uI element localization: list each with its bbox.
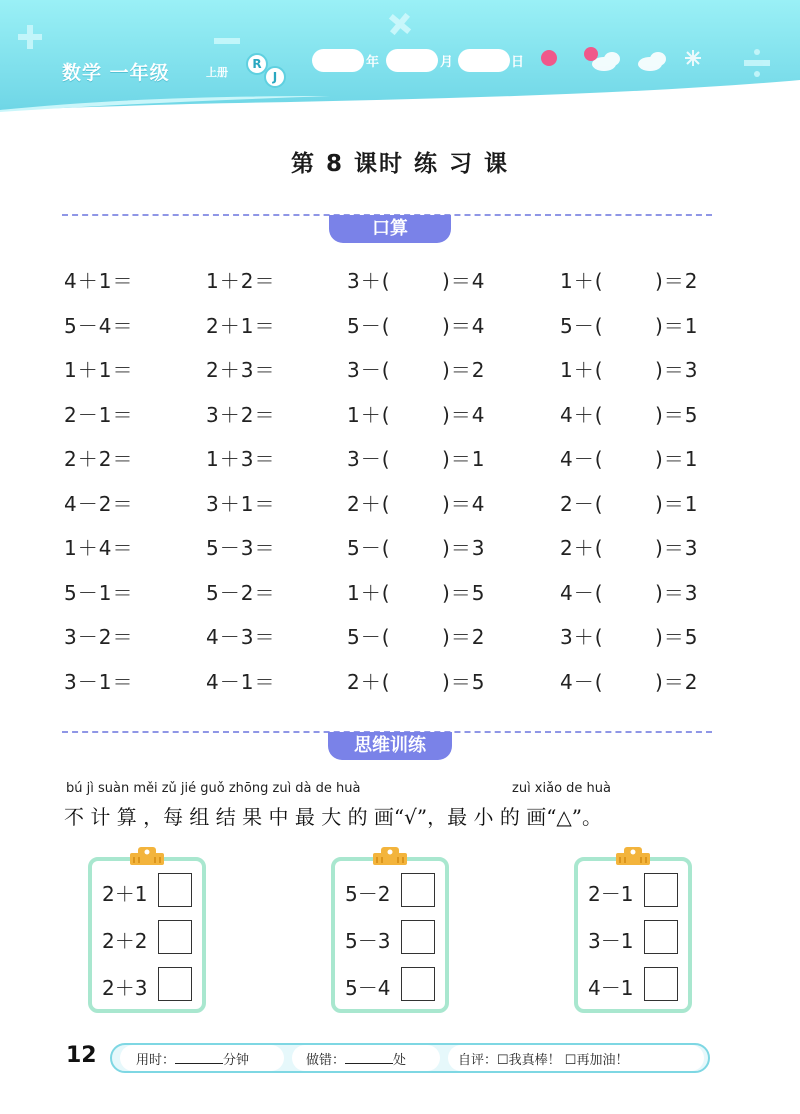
calc-problem-left: 5－(	[347, 314, 391, 338]
calc-problem-right: )＝4	[442, 492, 486, 516]
lesson-title: 第 8 课时 练 习 课	[290, 151, 510, 177]
self-eval[interactable]: 自评：☐我真棒！ ☐再加油！	[458, 1053, 629, 1068]
instruction-text: 不 计 算 ，每 组 结 果 中 最 大 的 画“√”，最 小 的 画“△”。	[64, 805, 603, 829]
calc-problem-right: )＝4	[442, 269, 486, 293]
calc-problem-right: )＝2	[655, 670, 699, 694]
errors-label: 做错：	[306, 1053, 346, 1068]
comparison-expression: 3－1	[588, 929, 634, 953]
clipboard-clip-icon	[614, 845, 652, 867]
answer-blank[interactable]	[393, 445, 438, 469]
calc-problem-left: 5－(	[347, 625, 391, 649]
calc-problem-left: 3－(	[347, 447, 391, 471]
year-label: 年	[366, 55, 380, 70]
calc-problem-right: )＝1	[655, 314, 699, 338]
answer-blank[interactable]	[393, 401, 438, 425]
comparison-expression: 2＋3	[102, 976, 148, 1000]
pinyin-line: bú jì suàn měi zǔ jié guǒ zhōng zuì dà de huà	[66, 781, 361, 796]
calc-problem-left: 5－(	[347, 536, 391, 560]
answer-blank[interactable]	[393, 312, 438, 336]
comparison-expression: 4－1	[588, 976, 634, 1000]
sunny-weather-icon[interactable]	[541, 50, 557, 66]
oral-calc-tab: 口算	[329, 215, 451, 243]
calc-problem-left: 5－(	[560, 314, 604, 338]
calc-problem-left: 3＋(	[347, 269, 391, 293]
calc-problem-left: 1＋(	[560, 269, 604, 293]
calc-problem: 5－3＝	[206, 536, 276, 560]
answer-blank[interactable]	[393, 668, 438, 692]
calc-problem: 4－1＝	[206, 670, 276, 694]
comparison-expression: 2＋2	[102, 929, 148, 953]
calc-problem-right: )＝2	[442, 625, 486, 649]
calc-problem-left: 4＋(	[560, 403, 604, 427]
answer-blank[interactable]	[606, 490, 651, 514]
pinyin-line-2: zuì xiǎo de huà	[512, 781, 611, 796]
mark-box[interactable]	[401, 967, 435, 1001]
calc-problem-right: )＝1	[442, 447, 486, 471]
mark-box[interactable]	[158, 967, 192, 1001]
calc-problem: 1＋4＝	[64, 536, 134, 560]
answer-blank[interactable]	[606, 534, 651, 558]
calc-problem: 1＋1＝	[64, 358, 134, 382]
calc-problem-left: 4－(	[560, 581, 604, 605]
errors-row	[306, 1049, 406, 1068]
calc-problem: 4＋1＝	[64, 269, 134, 293]
calc-problem-left: 2＋(	[347, 492, 391, 516]
answer-blank[interactable]	[393, 579, 438, 603]
calc-problem-left: 1＋(	[347, 581, 391, 605]
calc-problem-left: 3＋(	[560, 625, 604, 649]
calc-problem: 2＋2＝	[64, 447, 134, 471]
mark-box[interactable]	[644, 873, 678, 907]
mark-box[interactable]	[644, 920, 678, 954]
rainy-weather-icon[interactable]	[637, 50, 653, 66]
year-field[interactable]	[312, 49, 364, 72]
answer-blank[interactable]	[393, 490, 438, 514]
calc-problem: 2－1＝	[64, 403, 134, 427]
mark-box[interactable]	[158, 873, 192, 907]
answer-blank[interactable]	[393, 356, 438, 380]
calc-problem-left: 4－(	[560, 447, 604, 471]
answer-blank[interactable]	[393, 534, 438, 558]
calc-problem: 2＋3＝	[206, 358, 276, 382]
snowy-weather-icon[interactable]	[685, 50, 701, 66]
time-row	[136, 1049, 249, 1068]
mark-box[interactable]	[401, 920, 435, 954]
answer-blank[interactable]	[606, 668, 651, 692]
calc-problem: 3－2＝	[64, 625, 134, 649]
badge-r: R	[246, 53, 268, 75]
day-field[interactable]	[458, 49, 510, 72]
calc-problem: 1＋2＝	[206, 269, 276, 293]
calc-problem-right: )＝5	[442, 581, 486, 605]
calc-problem-right: )＝5	[655, 403, 699, 427]
calc-problem: 3＋2＝	[206, 403, 276, 427]
calc-problem-right: )＝4	[442, 403, 486, 427]
calc-problem-left: 1＋(	[560, 358, 604, 382]
comparison-expression: 2－1	[588, 882, 634, 906]
answer-blank[interactable]	[606, 312, 651, 336]
cloudy-weather-icon[interactable]	[584, 47, 598, 61]
comparison-expression: 5－3	[345, 929, 391, 953]
comparison-expression: 5－2	[345, 882, 391, 906]
calc-problem-left: 1＋(	[347, 403, 391, 427]
answer-blank[interactable]	[606, 267, 651, 291]
comparison-expression: 2＋1	[102, 882, 148, 906]
time-unit: 分钟	[223, 1053, 250, 1068]
calc-problem: 4－3＝	[206, 625, 276, 649]
header-band	[0, 0, 800, 112]
calc-problem: 3－1＝	[64, 670, 134, 694]
clipboard-clip-icon	[371, 845, 409, 867]
day-label: 日	[511, 55, 525, 70]
mark-box[interactable]	[158, 920, 192, 954]
calc-problem-right: )＝3	[655, 581, 699, 605]
calc-problem-right: )＝3	[655, 358, 699, 382]
time-blank[interactable]	[175, 1052, 223, 1064]
mark-box[interactable]	[401, 873, 435, 907]
page-number: 12	[66, 1043, 97, 1068]
calc-problem-right: )＝1	[655, 492, 699, 516]
month-field[interactable]	[386, 49, 438, 72]
badge-j: J	[264, 66, 286, 88]
answer-blank[interactable]	[606, 401, 651, 425]
answer-blank[interactable]	[606, 623, 651, 647]
calc-problem-right: )＝2	[655, 269, 699, 293]
calc-problem: 2＋1＝	[206, 314, 276, 338]
calc-problem-right: )＝1	[655, 447, 699, 471]
calc-problem-left: 2＋(	[560, 536, 604, 560]
calc-problem-left: 4－(	[560, 670, 604, 694]
calc-problem-left: 2－(	[560, 492, 604, 516]
calc-problem-right: )＝4	[442, 314, 486, 338]
volume-label: 上册	[206, 66, 228, 79]
comparison-expression: 5－4	[345, 976, 391, 1000]
calc-problem: 5－4＝	[64, 314, 134, 338]
calc-problem: 1＋3＝	[206, 447, 276, 471]
calc-problem: 5－1＝	[64, 581, 134, 605]
errors-blank[interactable]	[345, 1052, 393, 1064]
calc-problem: 5－2＝	[206, 581, 276, 605]
calc-problem-right: )＝5	[442, 670, 486, 694]
thinking-tab: 思维训练	[328, 732, 452, 760]
answer-blank[interactable]	[606, 579, 651, 603]
answer-blank[interactable]	[606, 356, 651, 380]
calc-problem: 4－2＝	[64, 492, 134, 516]
calc-problem-right: )＝3	[655, 536, 699, 560]
calc-problem-left: 2＋(	[347, 670, 391, 694]
answer-blank[interactable]	[393, 623, 438, 647]
clipboard-clip-icon	[128, 845, 166, 867]
calc-problem-right: )＝3	[442, 536, 486, 560]
subject-grade: 数学 一年级	[62, 62, 170, 84]
time-label: 用时：	[136, 1053, 176, 1068]
calc-problem-right: )＝2	[442, 358, 486, 382]
month-label: 月	[440, 55, 454, 70]
calc-problem-left: 3－(	[347, 358, 391, 382]
errors-unit: 处	[393, 1053, 407, 1068]
calc-problem-right: )＝5	[655, 625, 699, 649]
answer-blank[interactable]	[393, 267, 438, 291]
answer-blank[interactable]	[606, 445, 651, 469]
calc-problem: 3＋1＝	[206, 492, 276, 516]
mark-box[interactable]	[644, 967, 678, 1001]
